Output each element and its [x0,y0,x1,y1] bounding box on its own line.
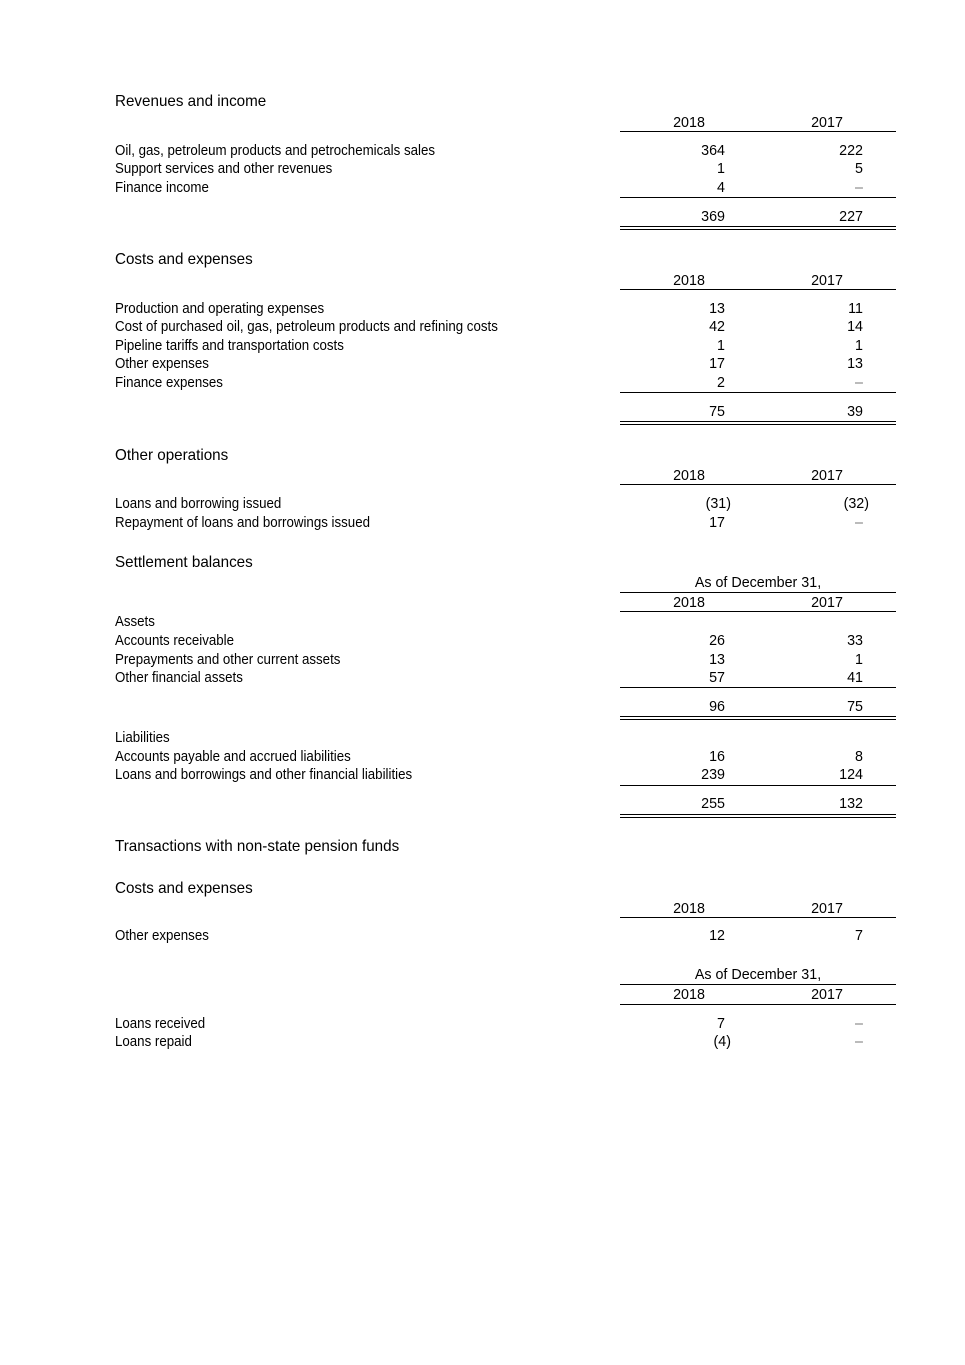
section-heading-settlement: Settlement balances [115,554,253,571]
row-value-2017: 7 [855,928,863,944]
row-value-2018: 16 [709,749,725,765]
year-header-2018: 2018 [673,115,705,131]
total-value-2018: 96 [709,699,725,715]
row-value-2017: – [855,180,863,196]
row-value-2017: 8 [855,749,863,765]
row-value-2018: 57 [709,670,725,686]
row-label: Production and operating expenses [115,301,325,317]
row-value-2018: 13 [709,301,725,317]
row-value-2017: 5 [855,161,863,177]
row-value-2018: (4) [713,1034,731,1050]
header-rule [620,984,896,985]
year-header-2017: 2017 [811,901,843,917]
row-value-2018: 13 [709,652,725,668]
year-header-2018: 2018 [673,901,705,917]
section-heading-pension-costs: Costs and expenses [115,880,253,897]
total-double-rule [620,421,896,425]
row-value-2018: 364 [701,143,725,159]
row-label: Loans and borrowing issued [115,496,282,512]
as-of-header: As of December 31, [694,967,822,983]
subtotal-rule [620,392,896,393]
total-value-2017: 227 [839,209,863,225]
as-of-header: As of December 31, [694,575,822,591]
row-label: Loans and borrowings and other financial liabilities [115,767,413,783]
header-rule [620,917,896,918]
row-value-2018: 17 [709,515,725,531]
row-label: Accounts receivable [115,633,234,649]
row-label: Prepayments and other current assets [115,652,341,668]
row-value-2017: 1 [855,652,863,668]
row-value-2018: 42 [709,319,725,335]
total-double-rule [620,716,896,720]
header-rule [620,1004,896,1005]
year-header-2018: 2018 [673,273,705,289]
row-value-2018: 1 [717,161,725,177]
section-heading-pension: Transactions with non-state pension funds [115,838,400,855]
row-value-2017: 13 [847,356,863,372]
subtotal-rule [620,687,896,688]
row-value-2018: 7 [717,1016,725,1032]
row-value-2018: 17 [709,356,725,372]
row-value-2018: 12 [709,928,725,944]
total-value-2018: 75 [709,404,725,420]
year-header-2018: 2018 [673,595,705,611]
section-heading-other-operations: Other operations [115,447,229,464]
row-value-2018: (31) [705,496,731,512]
year-header-2017: 2017 [811,115,843,131]
total-value-2017: 75 [847,699,863,715]
row-value-2018: 2 [717,375,725,391]
row-label: Loans received [115,1016,206,1032]
row-value-2017: 11 [848,301,863,317]
total-value-2018: 369 [701,209,725,225]
row-label: Other expenses [115,356,209,372]
row-label: Finance expenses [115,375,223,391]
section-heading-costs: Costs and expenses [115,251,253,268]
row-value-2018: 1 [717,338,725,354]
year-header-2018: 2018 [673,987,705,1003]
year-header-2018: 2018 [673,468,705,484]
row-value-2017: – [855,515,863,531]
row-value-2017: 124 [839,767,863,783]
total-double-rule [620,814,896,818]
total-double-rule [620,226,896,230]
row-value-2017: – [855,375,863,391]
row-label: Cost of purchased oil, gas, petroleum products and refining costs [115,319,498,335]
row-value-2017: – [855,1034,863,1050]
year-header-2017: 2017 [811,468,843,484]
subsection-heading-liabilities: Liabilities [115,730,170,746]
subtotal-rule [620,785,896,786]
row-label: Accounts payable and accrued liabilities [115,749,351,765]
row-value-2018: 26 [709,633,725,649]
row-value-2018: 239 [701,767,725,783]
row-label: Repayment of loans and borrowings issued [115,515,370,531]
row-value-2017: 41 [847,670,863,686]
row-value-2017: 1 [855,338,863,354]
row-label: Other financial assets [115,670,243,686]
subtotal-rule [620,197,896,198]
row-label: Finance income [115,180,209,196]
section-heading-revenues: Revenues and income [115,93,267,110]
year-header-2017: 2017 [811,987,843,1003]
row-label: Pipeline tariffs and transportation costs [115,338,344,354]
total-value-2017: 39 [847,404,863,420]
subsection-heading-assets: Assets [115,614,155,630]
row-value-2017: – [855,1016,863,1032]
total-value-2018: 255 [701,796,725,812]
row-label: Support services and other revenues [115,161,333,177]
row-label: Other expenses [115,928,209,944]
header-rule [620,484,896,485]
row-value-2017: 14 [847,319,863,335]
row-value-2018: 4 [717,180,725,196]
row-value-2017: 33 [847,633,863,649]
header-rule [620,289,896,290]
row-value-2017: (32) [843,496,869,512]
row-label: Oil, gas, petroleum products and petrochemicals sales [115,143,436,159]
row-label: Loans repaid [115,1034,192,1050]
row-value-2017: 222 [839,143,863,159]
total-value-2017: 132 [839,796,863,812]
year-header-2017: 2017 [811,273,843,289]
header-rule [620,131,896,132]
header-rule [620,592,896,593]
header-rule [620,611,896,612]
year-header-2017: 2017 [811,595,843,611]
